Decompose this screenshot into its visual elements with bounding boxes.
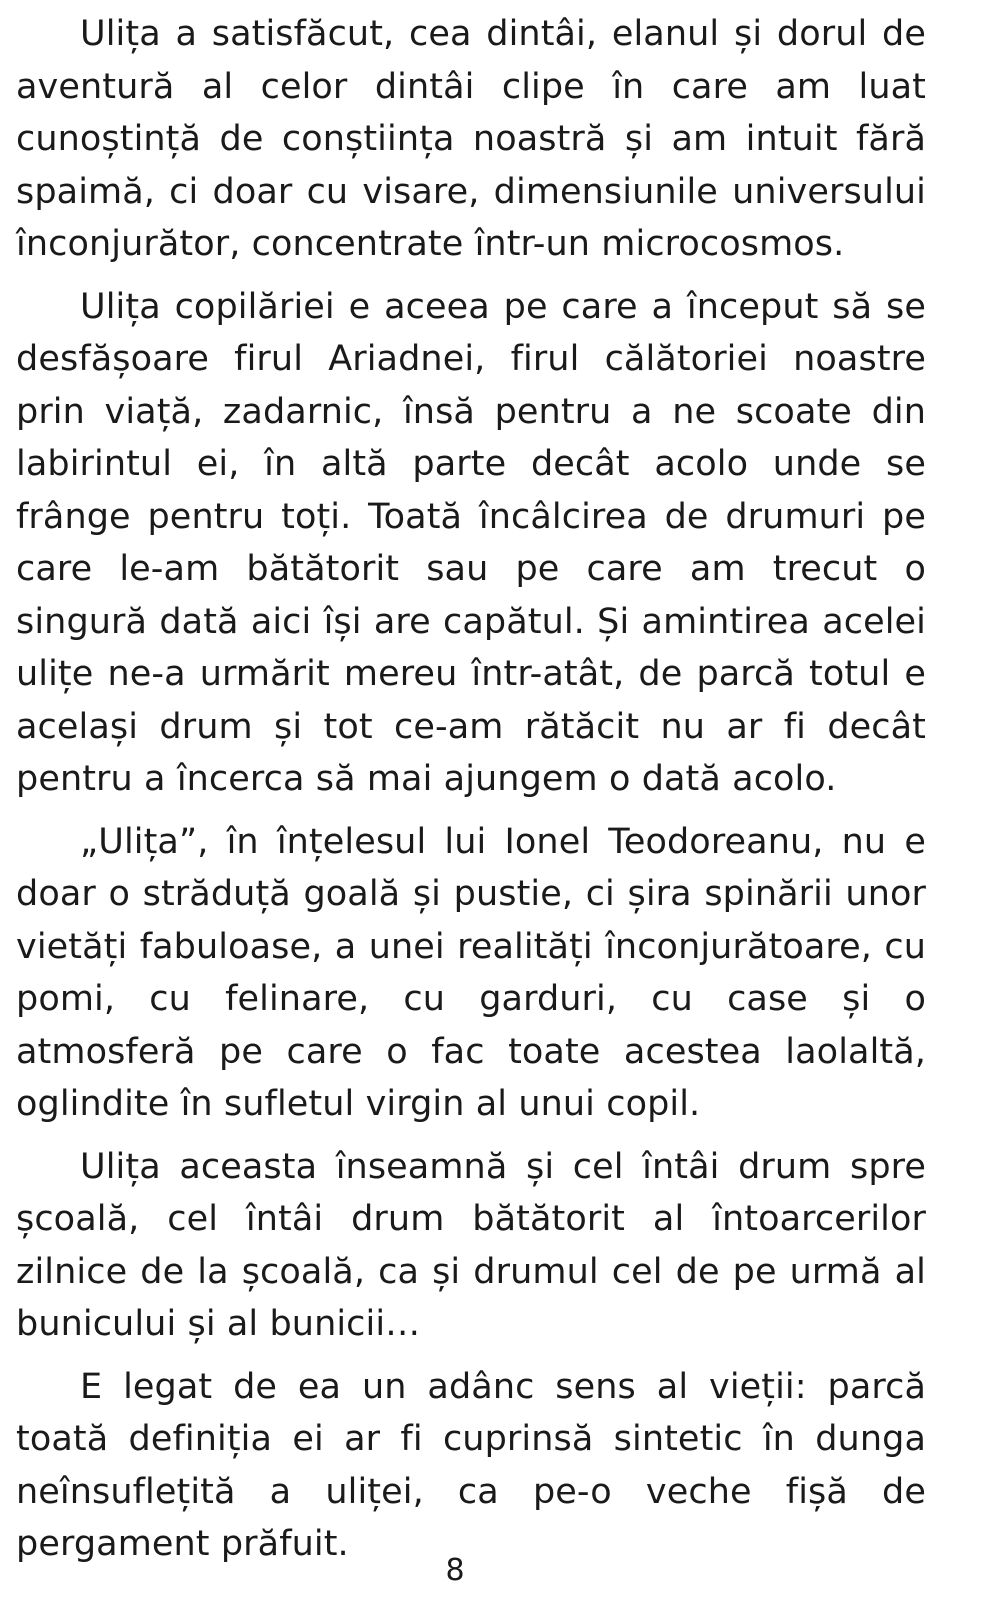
- paragraph-3: „Ulița”, în înțelesul lui Ionel Teodoreanu, nu e doar o străduță goală și pustie, ci șira spinării unor vietăți fabuloase, a unei realități înconjurătoare, cu pomi, cu felinare, cu garduri, cu case și o atmosferă pe care o fac toate acestea laolaltă, oglindite în sufletul virgin al unui copil.: [16, 821, 926, 1124]
- page-body: [16, 8, 926, 1581]
- paragraph-4: Ulița aceasta înseamnă și cel întâi drum spre școală, cel întâi drum bătătorit al întoarcerilor zilnice de la școală, ca și drumul cel de pe urmă al bunicului și al bunicii…: [16, 1146, 926, 1344]
- paragraph-2: Ulița copilăriei e aceea pe care a început să se desfășoare firul Ariadnei, firul călătoriei noastre prin viață, zadarnic, însă pentru a ne scoate din labirintul ei, în altă parte decât acolo unde se frânge pentru toți. Toată încâlcirea de drumuri pe care le-am bătătorit sau pe care am trecut o singură dată aici își are capătul. Și amintirea acelei ulițe ne-a urmărit mereu într-atât, de parcă totul e același drum și tot ce-am rătăcit nu ar fi decât pentru a încerca să mai ajungem o dată acolo.: [16, 286, 926, 799]
- page-number: 8: [445, 1553, 465, 1588]
- paragraph-5: E legat de ea un adânc sens al vieții: parcă toată definiția ei ar fi cuprinsă sintetic în dunga neînsuflețită a uliței, ca pe-o veche fișă de pergament prăfuit.: [16, 1366, 926, 1564]
- paragraph-1: Ulița a satisfăcut, cea dintâi, elanul și dorul de aventură al celor dintâi clipe în care am luat cunoștință de conștiința noastră și am intuit fără spaimă, ci doar cu visare, dimensiunile universului înconjurător, concentrate într-un microcosmos.: [16, 14, 926, 264]
